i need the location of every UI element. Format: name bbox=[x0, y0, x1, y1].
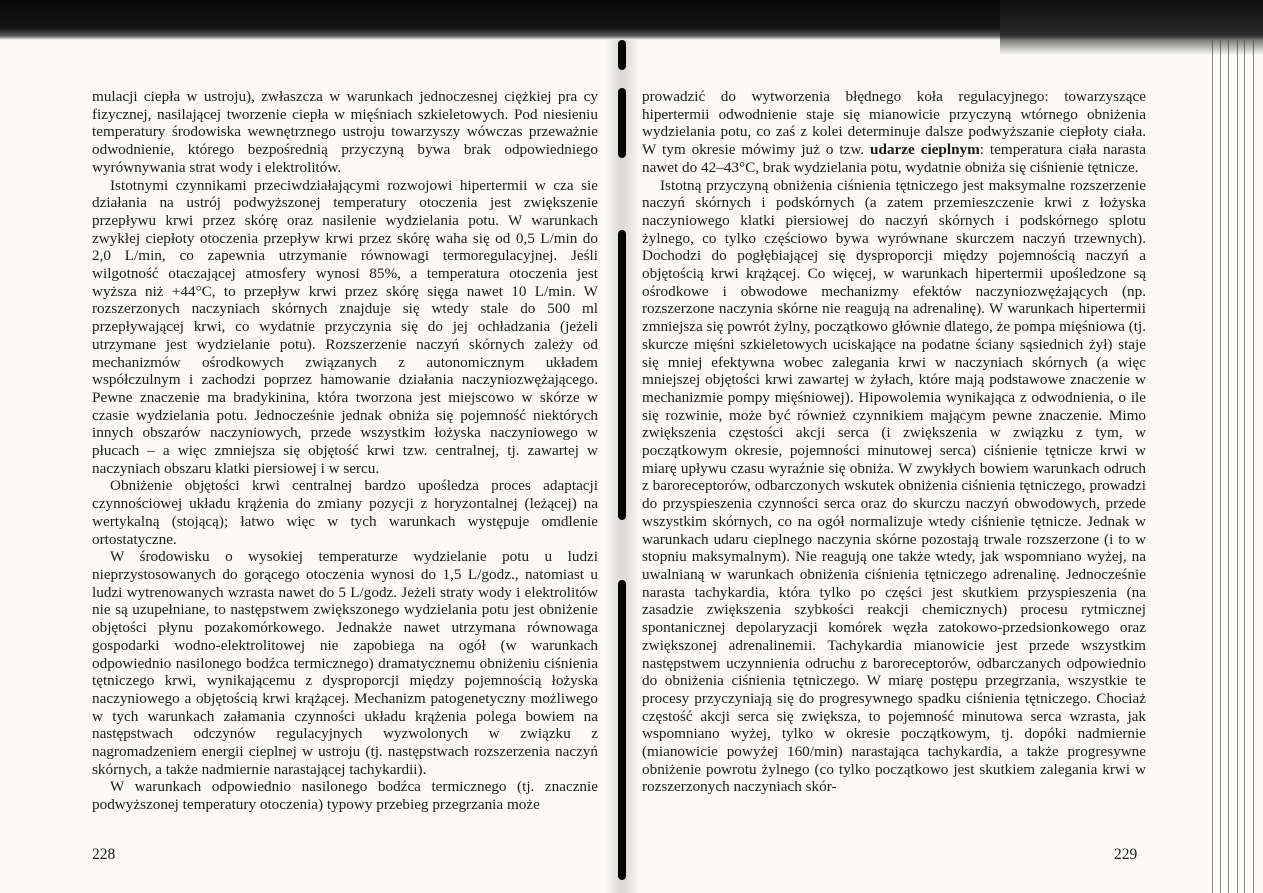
paragraph: Istotną przyczyną obniżenia ciśnienia tętniczego jest maksymalne rozszerzenie naczyń skórnych i podskórnych (a zatem przemieszczenie krwi z łożyska naczyniowego klatki piersiowej do naczyń skórnych i podskórnego splotu żylnego, co tylko częściowo bywa wyrównane skurczem naczyń trzewnych). Dochodzi do pogłębiającej się dysproporcji między pojemnością naczyń a objętością krwi krążącej. Co więcej, w warunkach hipertermii upośledzone są ośrodkowe i obwodowe mechanizmy efektów naczyniozwężających (np. rozszerzone naczynia skórne nie reagują na adrenalinę). W warunkach hipertermii zmniejsza się powrót żylny, początkowo głównie dlatego, że pompa mięśniowa (tj. skurcze mięśni szkieletowych uciskające na podatne ściany sąsiednich żył) staje się mniej efektywna wobec zalegania krwi w naczyniach skórnych (a więc mniejszej objętości krwi zawartej w żyłach, które mają podstawowe znaczenie w mechanizmie pompy mięśniowej). Hipowolemia wynikająca z odwodnienia, o ile się rozwinie, może być również czynnikiem mającym pewne znaczenie. Mimo zwiększenia częstości akcji serca (i zwiększenia w związku z tym, w początkowym okresie, pojemności minutowej serca) ciśnienie tętnicze krwi w miarę upływu czasu wyraźnie się obniża. W zwykłych bowiem warunkach odruch z baroreceptorów, odbarczonych wskutek obniżenia ciśnienia tętniczego, prowadzi do przyspieszenia czynności serca oraz do skurczu naczyń obwodowych, przede wszystkim skórnych, co na ogół normalizuje wtedy ciśnienie tętnicze. Jednak w warunkach udaru cieplnego naczynia skórne pozostają trwale rozszerzone (i to w stopniu maksymalnym). Nie reagują one także wtedy, jak wspomniano wyżej, na uwalnianą w warunkach obniżenia ciśnienia tętniczego adrenalinę. Jednocześnie narasta tachykardia, która tylko po części jest skutkiem przyspieszenia (na zasadzie zwiększenia szybkości reakcji chemicznych) procesu rytmicznej spontanicznej depolaryzacji komórek węzła zatokowo-przedsionkowego oraz zwiększonej adrenalinemii. Tachykardia mianowicie jest przede wszystkim następstwem uczynnienia odruchu z baroreceptorów, odbarczanych odpowiednio do obniżenia ciśnienia tętniczego. W miarę postępu przegrzania, wszystkie te procesy przyczyniają się do progresywnego spadku ciśnienia tętniczego. Chociaż częstość akcji serca się zwiększa, to pojemność minutowa serca wzrasta, jak wspomniano wyżej, tylko w okresie początkowym, tj. dopóki nadmiernie (mianowicie powyżej 160/min) narastająca tachykardia, a także progresywne obniżenie powrotu żylnego (co tylko początkowo jest skutkiem zalegania krwi w rozszerzonych naczyniach skór- bbox=[642, 176, 1146, 796]
page-edge-lines bbox=[1206, 40, 1263, 893]
page-number-left: 228 bbox=[92, 846, 116, 863]
spine-shadow bbox=[618, 580, 626, 880]
text-segment: : temperatura ciała narasta nawet do 42–43°C, brak wydzielania potu, wydatnie obniża się ciśnienie tętnicze. bbox=[642, 141, 1146, 176]
paragraph: Istotnymi czynnikami przeciwdziałającymi rozwojowi hipertermii w cza sie działania na ustrój podwyższonej temperatury otoczenia jest zwiększenie przepływu krwi przez skórę oraz nasilenie wydzielania potu. W warunkach zwykłej ciepłoty otoczenia przepływ krwi przez skórę waha się od 0,5 L/min do 2,0 L/min, co zapewnia utrzymanie równowagi termoregulacyjnej. Jeśli wilgotność otaczającej atmosfery wynosi 85%, a temperatura otoczenia jest wyższa niż +44°C, to przepływ krwi przez skórę sięga nawet 10 L/min. W rozszerzonych naczyniach skórnych znajduje się wtedy stale do 500 ml przepływającej krwi, co wydatnie przyczynia się do jej ochładzania (jeżeli utrzymane jest wydzielanie potu). Rozszerzenie naczyń skórnych zależy od mechanizmów ośrodkowych związanych z autonomicznym układem współczulnym i zachodzi poprzez hamowanie działania naczyniozwężającego. Pewne znaczenie ma bradykinina, która tworzona jest miejscowo w skórze w czasie wydzielania potu. Jednocześnie jednak obniża się pojemność niektórych innych obszarów naczyniowych, przede wszystkim łożyska naczyniowego w płucach – a więc zmniejsza się objętość krwi tzw. centralnej, tj. zawartej w naczyniach obszaru klatki piersiowej i w sercu. bbox=[92, 176, 598, 477]
paragraph: Obniżenie objętości krwi centralnej bardzo upośledza proces adaptacji czynnościowej układu krążenia do zmiany pozycji z horyzontalnej (leżącej) na wertykalną (stojącą); łatwo więc w tych warunkach występuje omdlenie ortostatyczne. bbox=[92, 477, 598, 548]
page-number-right: 229 bbox=[1114, 846, 1138, 863]
spine-shadow bbox=[618, 88, 626, 158]
right-page-text bbox=[642, 88, 1146, 796]
left-page-text bbox=[92, 88, 598, 814]
paragraph: W warunkach odpowiednio nasilonego bodźca termicznego (tj. znacznie podwyższonej temperatury otoczenia) typowy przebieg przegrzania może bbox=[92, 778, 598, 814]
spine-shadow bbox=[618, 230, 626, 520]
paragraph: mulacji ciepła w ustroju), zwłaszcza w warunkach jednoczesnej ciężkiej pra cy fizycznej, nasilającej tworzenie ciepła w mięśniach szkieletowych. Pod niesieniu temperatury środowiska wewnętrznego ustroju towarzyszy wówczas przeważnie odwodnienie, którego bezpośrednią przyczyną bywa brak odpowiedniego wyrównywania strat wody i elektrolitów. bbox=[92, 88, 598, 176]
text-segment: prowadzić do wytworzenia błędnego koła regulacyjnego: towarzyszące hipertermii odwodnienie staje się mianowicie przyczyną wtórnego obniżenia wydzielania potu, co zaś z kolei determinuje dalsze podwyższanie ciepłoty ciała. W tym okresie mówimy już o tzw. bbox=[642, 88, 1146, 159]
spine-shadow bbox=[618, 40, 626, 70]
bold-term: udarze cieplnym bbox=[870, 141, 980, 159]
paragraph bbox=[642, 88, 1146, 177]
paragraph: W środowisku o wysokiej temperaturze wydzielanie potu u ludzi nieprzystosowanych do gorącego otoczenia wynosi do 1,5 L/godz., natomiast u ludzi wytrenowanych wzrasta nawet do 5 L/godz. Jeżeli straty wody i elektrolitów nie są uzupełniane, to następstwem zwiększonego wydzielania potu jest obniżenie objętości płynu pozakomórkowego. Jednakże nawet utrzymana równowaga gospodarki wodno-elektrolitowej nie zapobiega na ogół (w warunkach odpowiednio nasilonego bodźca termicznego) dramatycznemu obniżeniu ciśnienia tętniczego krwi, wynikającemu z dysproporcji między pojemnością łożyska naczyniowego a objętością krwi krążącej. Mechanizm patogenetyczny możliwego w tych warunkach załamania czynności układu krążenia polega bowiem na następstwach odczynów regulacyjnych wyzwolonych w związku z nagromadzeniem energii cieplnej w ustroju (tj. następstwach rozszerzenia naczyń skórnych, a także nadmiernie narastającej tachykardii). bbox=[92, 548, 598, 778]
